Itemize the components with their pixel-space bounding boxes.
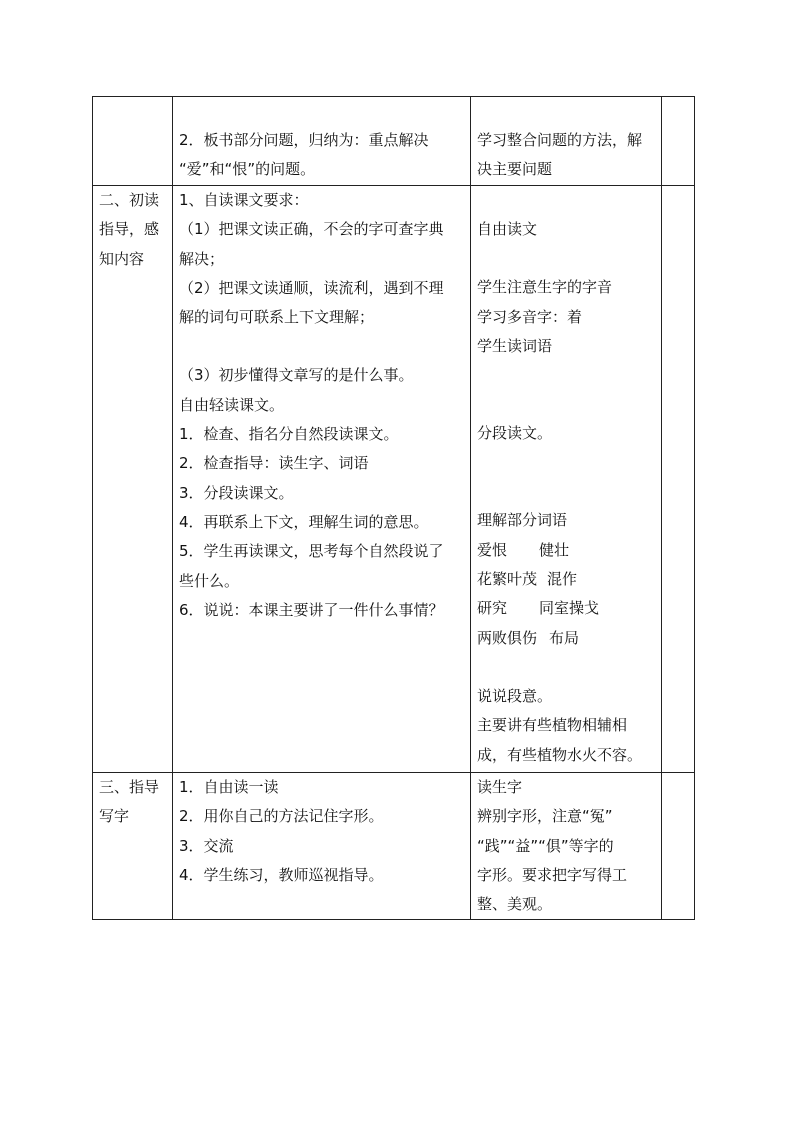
student-activity-cell — [471, 97, 662, 186]
text-line: 整、美观。 — [477, 895, 553, 914]
text-line: 决主要问题 — [477, 160, 553, 179]
vocab-word: 健壮 — [539, 540, 570, 559]
text-line: 2．板书部分问题，归纳为：重点解决 — [179, 131, 429, 149]
vocab-word: 研究 — [477, 599, 508, 618]
text-line: 学习整合问题的方法，解 — [477, 131, 643, 149]
text-line: 4．再联系上下文，理解生词的意思。 — [179, 512, 429, 531]
student-activity-cell — [471, 773, 662, 920]
text-line: 5．学生再读课文，思考每个自然段说了 — [179, 542, 444, 561]
stage-label: 写字 — [99, 807, 130, 826]
text-line: 辨别字形，注意“冤” — [477, 807, 613, 826]
text-line: 些什么。 — [179, 571, 240, 590]
vocab-word: 花繁叶茂 — [477, 570, 538, 589]
text-line: 解决； — [179, 249, 225, 268]
text-line: 学习多音字：着 — [477, 307, 583, 326]
text-line: 4．学生练习，教师巡视指导。 — [179, 865, 384, 884]
text-line: “践”“益”“俱”等字的 — [477, 836, 614, 855]
vocab-word: 混作 — [547, 570, 578, 589]
table-row — [93, 97, 695, 186]
text-line: 6．说说：本课主要讲了一件什么事情？ — [179, 600, 444, 619]
text-line: 字形。要求把字写得工 — [477, 865, 628, 884]
text-line: 成，有些植物水火不容。 — [477, 745, 643, 764]
word-pair-line — [477, 536, 655, 565]
text-line: 主要讲有些植物相辅相 — [477, 716, 628, 735]
stage-cell — [93, 186, 173, 773]
teacher-activity-cell — [173, 773, 471, 920]
text-line: 自由读文 — [477, 220, 538, 238]
text-line: （1）把课文读正确，不会的字可查字典 — [179, 220, 444, 239]
stage-cell — [93, 773, 173, 920]
stage-label: 指导，感 — [99, 220, 160, 239]
text-line: 3．交流 — [179, 836, 234, 855]
blank-line — [477, 477, 655, 506]
word-pair-line — [477, 624, 655, 653]
stage-cell — [93, 97, 173, 186]
text-line: 说说段意。 — [477, 686, 553, 705]
text-line: 读生字 — [477, 778, 523, 796]
word-pair-line — [477, 565, 655, 594]
text-line: 分段读文。 — [477, 424, 553, 443]
blank-line — [477, 653, 655, 682]
text-line: “爱”和“恨”的问题。 — [179, 160, 316, 179]
vocab-word: 布局 — [549, 628, 580, 647]
blank-line — [477, 244, 655, 273]
stage-label: 二、初读 — [99, 191, 160, 209]
vocab-word: 爱恨 — [477, 540, 508, 559]
blank-line — [477, 448, 655, 477]
teacher-activity-cell — [173, 97, 471, 186]
text-line: 自由轻读课文。 — [179, 395, 285, 414]
note-cell — [662, 773, 695, 920]
text-line: （3）初步懂得文章写的是什么事。 — [179, 366, 414, 385]
blank-line — [477, 390, 655, 419]
text-line: 学生读词语 — [477, 336, 553, 355]
text-line: 2．检查指导：读生字、词语 — [179, 454, 369, 473]
note-cell — [662, 186, 695, 773]
text-line: 1．自由读一读 — [179, 778, 279, 796]
blank-line — [477, 186, 655, 215]
table-row — [93, 773, 695, 920]
teacher-activity-cell — [173, 186, 471, 773]
blank-line — [477, 97, 655, 126]
vocab-word: 两败俱伤 — [477, 628, 538, 647]
note-cell — [662, 97, 695, 186]
text-line: 1．检查、指名分自然段读课文。 — [179, 425, 399, 444]
text-line: 解的词句可联系上下文理解； — [179, 308, 375, 327]
text-line: （2）把课文读通顺，读流利，遇到不理 — [179, 278, 444, 297]
text-line: 1、自读课文要求： — [179, 191, 309, 209]
stage-label: 知内容 — [99, 249, 145, 268]
text-line: 3．分段读课文。 — [179, 483, 294, 502]
blank-line — [477, 361, 655, 390]
stage-label: 三、指导 — [99, 778, 160, 796]
text-line: 学生注意生字的字音 — [477, 278, 613, 297]
word-pair-line — [477, 594, 655, 623]
text-line: 理解部分词语 — [477, 511, 568, 530]
student-activity-cell — [471, 186, 662, 773]
vocab-word: 同室操戈 — [539, 599, 600, 618]
blank-line — [179, 97, 464, 126]
lesson-plan-table — [92, 96, 695, 920]
blank-line — [179, 332, 464, 361]
text-line: 2．用你自己的方法记住字形。 — [179, 807, 384, 826]
table-row — [93, 186, 695, 773]
